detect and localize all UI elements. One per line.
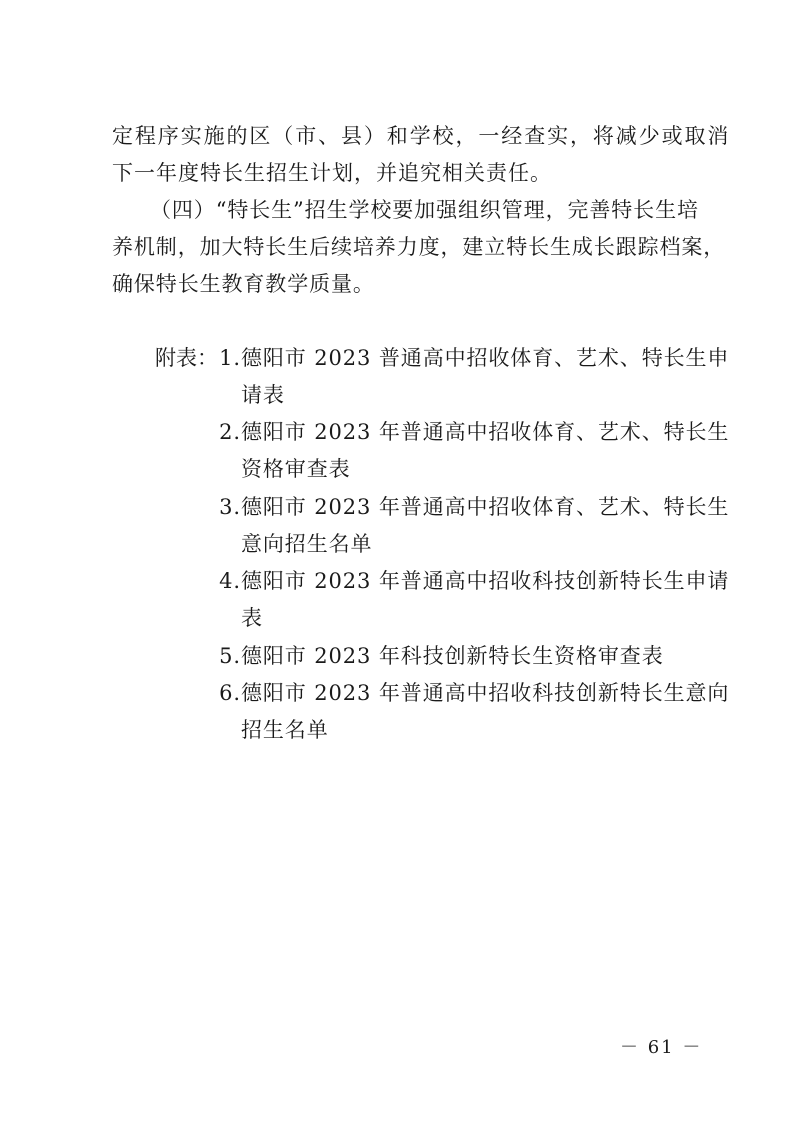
body-paragraph-line: 确保特长生教育教学质量。 [112,272,375,296]
attachment-number: 6. [219,681,241,705]
attachments-label: 附表： [155,346,218,370]
attachment-title: 德阳市 2023 年科技创新特长生资格审查表 [241,644,664,668]
attachment-item [213,566,729,596]
attachment-title: 德阳市 2023 年普通高中招收体育、艺术、特长生 [241,495,730,519]
page-number: － 61 － [620,1037,703,1058]
attachment-number: 2. [219,420,241,444]
attachment-item [213,417,729,447]
attachment-title-continued: 表 [241,606,263,630]
attachment-item [213,492,729,522]
attachment-number: 4. [219,569,241,593]
body-paragraph-line: （四）“特长生”招生学校要加强组织管理，完善特长生培 [150,198,699,222]
attachment-title-continued: 意向招生名单 [241,532,373,556]
attachment-title-continued: 资格审查表 [241,457,351,481]
attachment-title: 德阳市 2023 普通高中招收体育、艺术、特长生申 [241,346,730,370]
attachment-item [213,641,664,671]
attachment-item [213,343,729,373]
attachment-item [213,678,729,708]
attachment-number: 3. [219,495,241,519]
attachment-number: 5. [219,644,241,668]
attachment-title-continued: 招生名单 [241,718,329,742]
body-paragraph-line: 养机制，加大特长生后续培养力度，建立特长生成长跟踪档案， [112,235,726,259]
attachment-title: 德阳市 2023 年普通高中招收体育、艺术、特长生 [241,420,730,444]
attachment-title: 德阳市 2023 年普通高中招收科技创新特长生意向 [241,681,730,705]
attachment-title: 德阳市 2023 年普通高中招收科技创新特长生申请 [241,569,730,593]
attachment-number: 1. [219,346,241,370]
attachment-title-continued: 请表 [241,383,285,407]
body-paragraph-line: 定程序实施的区（市、县）和学校，一经查实，将减少或取消 [112,124,731,148]
body-paragraph-line: 下一年度特长生招生计划，并追究相关责任。 [112,161,552,185]
